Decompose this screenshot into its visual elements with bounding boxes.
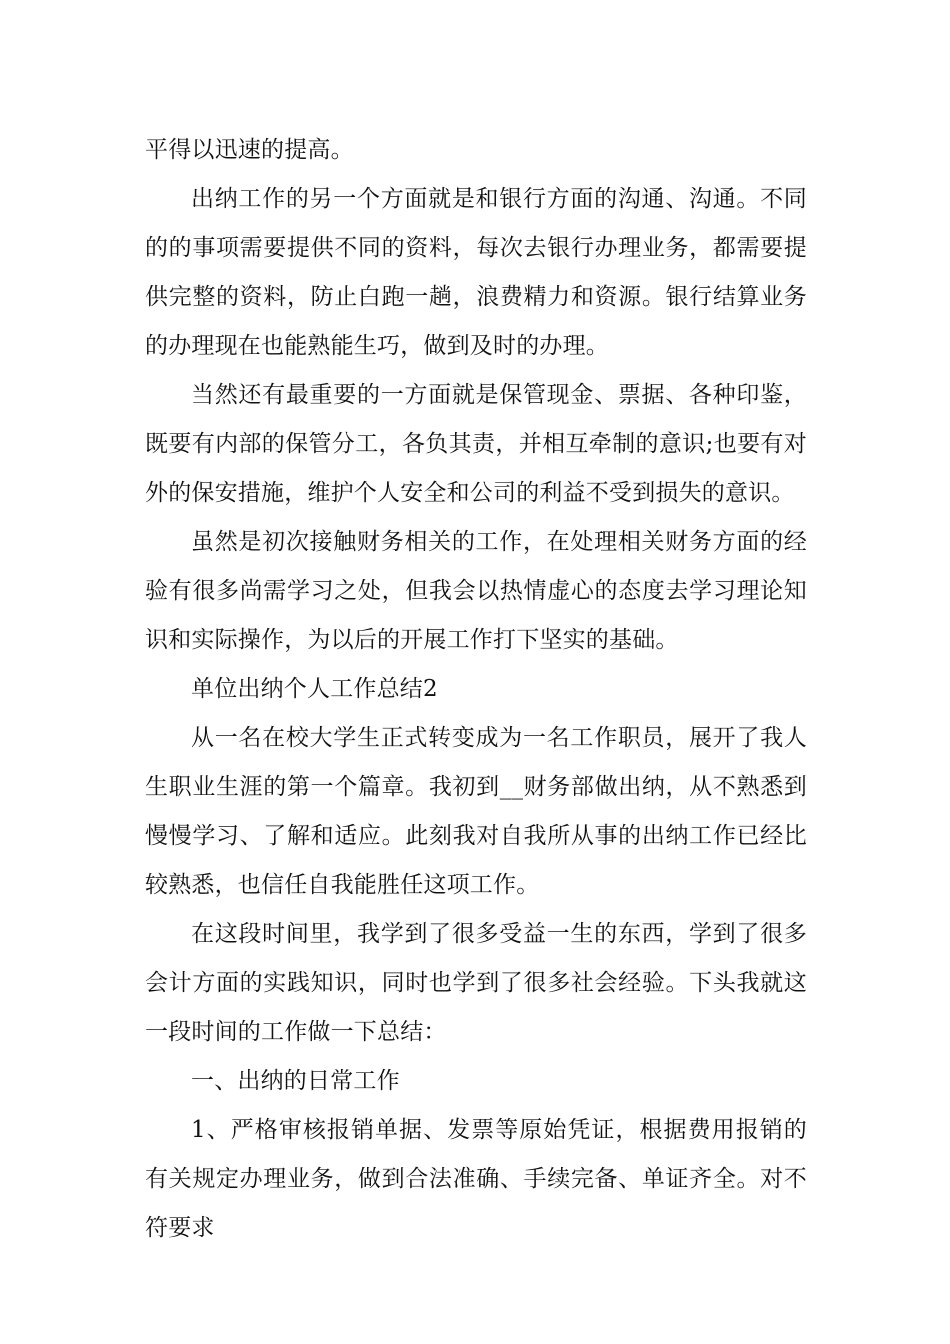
paragraph-item-1: 1、严格审核报销单据、发票等原始凭证，根据费用报销的有关规定办理业务，做到合法准确、手续完备、单证齐全。对不符要求: [145, 1117, 807, 1241]
paragraph-summary-intro: 在这段时间里，我学到了很多受益一生的东西，学到了很多会计方面的实践知识，同时也学到了很多社会经验。下头我就这一段时间的工作做一下总结：: [145, 921, 807, 1045]
paragraph-learning: 虽然是初次接触财务相关的工作，在处理相关财务方面的经验有很多尚需学习之处，但我会以热情虚心的态度去学习理论知识和实际操作，为以后的开展工作打下坚实的基础。: [145, 529, 807, 653]
document-body: [145, 126, 807, 1253]
paragraph-continuation: 平得以迅速的提高。: [145, 137, 354, 163]
subsection-title: 一、出纳的日常工作: [191, 1068, 400, 1094]
paragraph-custody: 当然还有最重要的一方面就是保管现金、票据、各种印鉴，既要有内部的保管分工，各负其责，并相互牵制的意识;也要有对外的保安措施，维护个人安全和公司的利益不受到损失的意识。: [145, 382, 807, 506]
paragraph-bank-communication: 出纳工作的另一个方面就是和银行方面的沟通、沟通。不同的的事项需要提供不同的资料，每次去银行办理业务，都需要提供完整的资料，防止白跑一趟，浪费精力和资源。银行结算业务的办理现在也能熟能生巧，做到及时的办理。: [145, 186, 807, 359]
section-title: 单位出纳个人工作总结2: [191, 676, 438, 702]
paragraph-introduction: 从一名在校大学生正式转变成为一名工作职员，展开了我人生职业生涯的第一个篇章。我初到__财务部做出纳，从不熟悉到慢慢学习、了解和适应。此刻我对自我所从事的出纳工作已经比较熟悉，也信任自我能胜任这项工作。: [145, 725, 807, 898]
